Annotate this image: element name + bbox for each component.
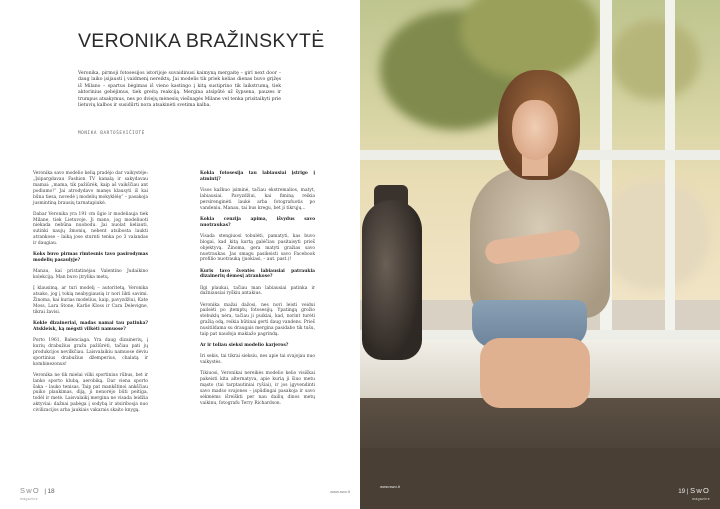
model-face — [512, 100, 558, 160]
tree-foliage — [610, 20, 700, 100]
article-intro: Veronika, pirmoji fotosesijos istorijoje suvaidinusi kaimyną mergaitę – girl next door – daug laiko įsijausti į vaidmenį nereiktų. Jai modelis tik priek kelias dienas buvo grįžęs iš Milano – spartus bėgimas iš vieno kastingo į kitą sustiprino tik laikstrumą, tiek aktorinius gebėjimus, tiek greitą reakciją. Mergina atsipūtė už šypsena, pauzes ir trumpus atsakymus, nes po dviejų mėnesių viešnagės Milane vel tenka prisitaikyti prie lietuvių kalbos ir susidūrti nora atsakinėti svetima kalba. — [78, 71, 281, 109]
interview-question: Kokia cenzija apima, išvydus savo nuotraukas? — [200, 216, 315, 228]
page-number: 19 | — [678, 488, 691, 495]
paragraph: Manau, kai pristatinėjau Valentino Judaikino kolekciją. Man buvo įtrylika metų. — [33, 269, 148, 281]
paragraph: Veronika ne tik mielai vilki sportinius rūbus, bet ir lanko sporto klubą, aerobiką. Dar viena sporto šaka – lauko tenisas. Taip pat mankštinoi ankščiau puiko plaukimas, diją, ji nenorėjo būti peitiga, todėl ir metė. Laisvalaikį mergina ne visada leidžia aktyviai: dažnai pabėga į sodybą ir atsiribosja nuo civilizacijos arba jaukiais vakarais skaito knygą. — [33, 372, 148, 414]
paragraph: Ilgi plaukai, tačiau man labiausiai patinka ir dažniausiai ryškiu antakius. — [200, 285, 315, 297]
photo-scene — [360, 0, 720, 509]
paragraph: Veronika savo modelio kelią pradėjo dar vaikystėje: „Įsipargdavau Fashion TV kanalą ir sakydavau mamai: „mama, tik pažiūrėk, kaip aš vaikščiau ant podiumo!“ Jai atrodydavo manęs klausyti iš kai būna tiesa, novedė į modelių mokyklėlę“ – pasakoja jusmintiną brausių tarnatapiukė. — [33, 171, 148, 206]
model-legs — [480, 338, 590, 408]
article-author: MONIKA BARTOŠEVIČIŪTĖ — [78, 131, 145, 136]
brand-logo: SwO — [690, 486, 710, 495]
interview-question: Koks buvo pirmas rimtesnis tavo pasirodymas modelių pasaulyje? — [33, 252, 148, 264]
interview-question: Kokie dizaineriai, madas namai tau patinka? Atskleisk, ką mėgsti vilkėti namuose? — [33, 320, 148, 332]
left-footer — [20, 480, 55, 501]
paragraph: Visos kažkuo įsiminė, tačiau ekstremalios, matyt, labiausiai. Pavyzdžiui, kai fiminą reikia persirenginėti laukė arba fotografuotis po vandeniu. Manau, tai bus kregu, bet ji tikrųjų... — [200, 188, 315, 211]
brand-logo: SwO — [20, 486, 40, 495]
paragraph: Porto 1961, Balenciaga. Yra daug dizainerių, į kurių drabužius gražu pažiūrėti, tačiau pati jų produkcijos nevilkčiau. Laisvalaikiu namuose dėviu sportinius drabužius džemperius, chalatą ir kombinezonus! — [33, 337, 148, 367]
right-footer — [678, 480, 710, 501]
paragraph: Dabar Veronika yra 191 cm ūgio ir modeliauja tiek Milane, tiek Lietuvoje. Ji mano, jog modeliuoti niekada nebūna nuobodu. Jai nuolat keliauti, sutinki naujų žmonių, nebent atsibosta laukti atrankose – laiką jose sturnti tenka po 3 valandas ir daugiau. — [33, 211, 148, 247]
bench — [360, 448, 720, 509]
interview-question: Kuris tavo šventės labiausiai patraukia dizainerių dėmesį atrankose? — [200, 268, 315, 280]
paragraph: Tikiuosi, Veronikai nereikės modelio kelio visiškai pakeisti kita alternatyva, apie kurią ji šiuo metu mąsto (tai tarptautiniai ryšiai), ir jos įgyvendinti savo madso svajones – įspūdingai pasakoja ir savo sėkmėms išreiškti per nau dailių dinos metų vaikinu, fotografu Terry Richardson. — [200, 371, 315, 406]
paragraph: Veronika mažai dažosi, nes nori leisti veidui pailsėti po įtemptų fotosesijų. Ypatingą grožio stebuklų nėra, tačiau ji puikiai, kad, norint turėti gražią odą, reikia būtinai gerti daug vandens. Prieš nusitildama su draugais mergina pasidabo tik tušu, taip pat naudoja makiažo pagrindą. — [200, 302, 315, 338]
brand-subtitle: magazine — [20, 497, 38, 501]
right-page-url: www.swo.lt — [380, 484, 400, 489]
right-page-photo — [360, 0, 720, 509]
interview-question: Ar ir toliau sieksi modelio karjeros? — [200, 343, 289, 349]
building-blur — [600, 180, 710, 290]
page-number: | 18 — [44, 488, 55, 495]
interview-question: Kokia fotosesija tau labiausiai įstrigo į atmintį? — [200, 171, 315, 182]
window-frame — [665, 0, 675, 340]
paragraph: Visada stengiuosi tobulėti, pamatyti, kas buvo blogai, kad kitą kartą galėčiau pasitaisyti prieš objektyvą. Žinoma, gera matyti gražias savo nuotraukas. Jas smagu pasikeisti savo Facebook profilio nuotrauką (juokiasi, – aut. past.)! — [200, 233, 315, 263]
article-title: VERONIKA BRAŽINSKYTĖ — [78, 30, 325, 52]
brand-subtitle: magazine — [692, 497, 710, 501]
vase — [362, 200, 422, 360]
left-footer-url: www.swo.lt — [330, 489, 350, 494]
paragraph: Iri sekis, tai tikrai sieksiu, nes apie tai svajojau nuo vaikystės. — [200, 354, 315, 366]
text-column-1 — [33, 171, 148, 419]
text-column-2 — [200, 171, 315, 412]
paragraph: Į klausimą, ar turi modelį – autoritetą, Veronika atsako, jog į tokią neabygiausią ir nori likti savimi. Žinoma, kai kurias modelius, kaip, pavyzdžiui, Kate Moss, Lara Stone, Karlie Kloss ir Cara Delevigne, tikrai žavisi. — [33, 286, 148, 315]
